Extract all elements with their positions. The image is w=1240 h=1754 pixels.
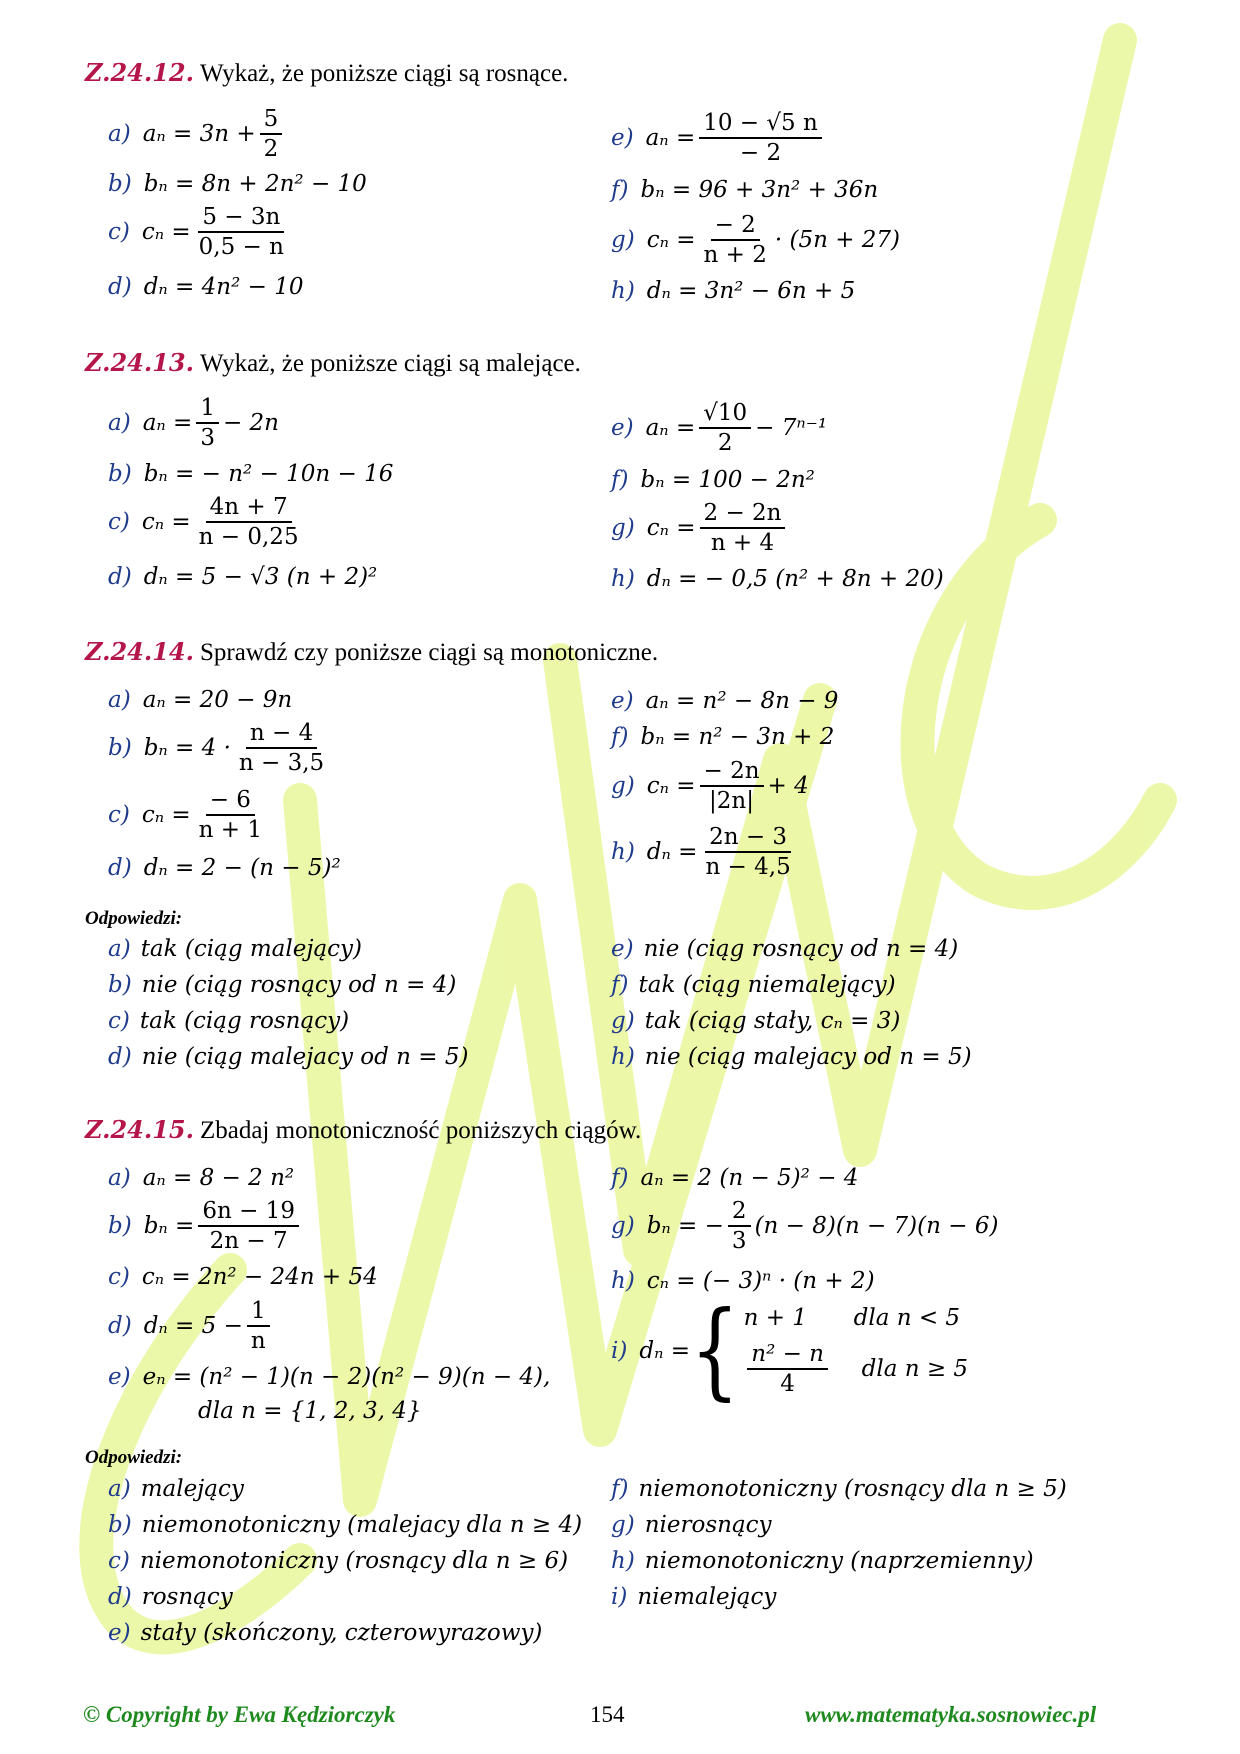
task-number: Z.24.15. [85,1115,194,1144]
item-z14-a: a) aₙ = 20 − 9n [108,687,293,713]
item-z13-b: b) bₙ = − n² − 10n − 16 [108,461,394,487]
task-header-z13 [85,348,581,378]
answer-z15-g: g) nierosnący [611,1512,772,1538]
answer-z15-f: f) niemonotoniczny (rosnący dla n ≥ 5) [611,1476,1067,1502]
task-text: Wykaż, że poniższe ciągi są malejące. [199,350,581,377]
item-z13-g: g) cₙ = $\frac{2 - 2n}{n + 4}$ [611,500,789,557]
fraction: $\frac{2n - 3}{n - 4,5}$ [705,824,791,881]
answers-title-z15: Odpowiedzi: [85,1447,183,1468]
answer-z14-f: f) tak (ciąg niemalejący) [611,972,896,998]
item-z12-g: g) cₙ = $\frac{- 2}{n + 2}$ · (5n + 27) [611,212,901,269]
task-number: Z.24.12. [85,58,194,87]
answer-z15-h: h) niemonotoniczny (naprzemienny) [611,1548,1034,1574]
piecewise: n + 1 dla n < 5 $\frac{\text{n² − n}}{4}$ dla n ≥ 5 [743,1305,969,1398]
fraction: $\frac{5 - 3n}{0,5 - n}$ [198,204,284,261]
item-z14-b: b) bₙ = 4 · $\frac{n - 4}{n - 3,5}$ [108,720,332,777]
fraction: $\frac{1}{n}$ [247,1298,270,1355]
item-z14-c: c) cₙ = $\frac{- 6}{n + 1}$ [108,787,270,844]
copyright: © Copyright by Ewa Kędziorczyk [83,1702,396,1727]
page-number: 154 [590,1702,625,1727]
task-header-z15 [85,1115,641,1145]
item-z14-d: d) dₙ = 2 − (n − 5)² [108,855,341,881]
item-z15-h: h) cₙ = (− 3)ⁿ · (n + 2) [611,1268,875,1294]
answers-title-z14: Odpowiedzi: [85,908,183,929]
answer-z14-a: a) tak (ciąg malejący) [108,936,363,962]
answer-z14-e: e) nie (ciąg rosnący od n = 4) [611,936,959,962]
item-z15-c: c) cₙ = 2n² − 24n + 54 [108,1264,378,1290]
item-z13-c: c) cₙ = $\frac{4n + 7}{n - 0,25}$ [108,494,307,551]
answer-z15-b: b) niemonotoniczny (malejacy dla n ≥ 4) [108,1512,583,1538]
fraction: $\frac{- 2n}{|2n|}$ [700,758,764,815]
task-number: Z.24.14. [85,637,194,666]
fraction: $\frac{5}{2}$ [260,106,283,163]
fraction: $\frac{2}{3}$ [728,1198,751,1255]
item-z12-a: a) aₙ = 3n + $\frac{5}{2}$ [108,106,286,163]
answer-z14-d: d) nie (ciąg malejacy od n = 5) [108,1044,469,1070]
item-z12-c: c) cₙ = $\frac{5 - 3n}{0,5 - n}$ [108,204,292,261]
fraction: $\frac{- 6}{n + 1}$ [198,787,262,844]
task-header-z14 [85,637,658,667]
item-z12-f: f) bₙ = 96 + 3n² + 36n [611,177,879,203]
fraction: $\frac{10 - √5 n}{- 2}$ [699,110,822,167]
answer-z15-c: c) niemonotoniczny (rosnący dla n ≥ 6) [108,1548,569,1574]
fraction: $\frac{4n + 7}{n - 0,25}$ [198,494,299,551]
item-z12-e: e) aₙ = $\frac{10 - √5 n}{- 2}$ [611,110,826,167]
fraction: $\frac{- 2}{n + 2}$ [703,212,767,269]
fraction: $\frac{1}{3}$ [196,395,219,452]
item-z14-f: f) bₙ = n² − 3n + 2 [611,724,835,750]
answer-z15-i: i) niemalejący [611,1584,777,1610]
answer-z14-b: b) nie (ciąg rosnący od n = 4) [108,972,457,998]
item-z15-e: e) eₙ = (n² − 1)(n − 2)(n² − 9)(n − 4), [108,1364,551,1390]
item-z15-g: g) bₙ = − $\frac{2}{3}$ (n − 8)(n − 7)(n − 6) [611,1198,999,1255]
item-z15-f: f) aₙ = 2 (n − 5)² − 4 [611,1165,859,1191]
answer-z15-d: d) rosnący [108,1584,233,1610]
task-text: Wykaż, że poniższe ciągi są rosnące. [199,60,569,87]
website-link[interactable]: www.matematyka.sosnowiec.pl [805,1702,1097,1727]
item-z13-h: h) dₙ = − 0,5 (n² + 8n + 20) [611,566,944,592]
item-z13-e: e) aₙ = $\frac{√10}{2}$ − 7ⁿ⁻¹ [611,400,828,457]
item-z15-e-domain: dla n = {1, 2, 3, 4} [198,1398,422,1424]
left-brace: { [689,1290,740,1413]
task-number: Z.24.13. [85,348,194,377]
item-z12-h: h) dₙ = 3n² − 6n + 5 [611,278,856,304]
item-z15-a: a) aₙ = 8 − 2 n² [108,1165,295,1191]
fraction: $\frac{n - 4}{n - 3,5}$ [238,720,325,777]
item-z14-h: h) dₙ = $\frac{2n - 3}{n - 4,5}$ [611,824,799,881]
answer-z14-c: c) tak (ciąg rosnący) [108,1008,350,1034]
item-z12-b: b) bₙ = 8n + 2n² − 10 [108,171,367,197]
item-z13-a: a) aₙ = $\frac{1}{3}$ − 2n [108,395,279,452]
item-z15-d: d) dₙ = 5 − $\frac{1}{n}$ [108,1298,274,1355]
answer-z14-h: h) nie (ciąg malejacy od n = 5) [611,1044,972,1070]
answer-z15-e: e) stały (skończony, czterowyrazowy) [108,1620,543,1646]
answer-z15-a: a) malejący [108,1476,244,1502]
task-text: Sprawdź czy poniższe ciągi są monotoniczne. [199,639,659,666]
item-z12-d: d) dₙ = 4n² − 10 [108,274,304,300]
answer-z14-g: g) tak (ciąg stały, cₙ = 3) [611,1008,901,1034]
fraction: $\frac{√10}{2}$ [699,400,751,457]
item-z13-d: d) dₙ = 5 − √3 (n + 2)² [108,564,378,590]
fraction: $\frac{2 - 2n}{n + 4}$ [700,500,786,557]
item-z15-i: i) dₙ = { n + 1 dla n < 5 $\frac{\text{n² − n}}{4}$ dla n ≥ 5 [611,1290,969,1413]
task-text: Zbadaj monotoniczność poniższych ciągów. [199,1117,642,1144]
item-z15-b: b) bₙ = $\frac{6n - 19}{2n - 7}$ [108,1198,303,1255]
task-header-z12 [85,58,568,88]
item-z13-f: f) bₙ = 100 − 2n² [611,467,815,493]
item-z14-g: g) cₙ = $\frac{- 2n}{|2n|}$ + 4 [611,758,809,815]
fraction: $\frac{6n - 19}{2n - 7}$ [198,1198,299,1255]
item-z14-e: e) aₙ = n² − 8n − 9 [611,688,839,714]
